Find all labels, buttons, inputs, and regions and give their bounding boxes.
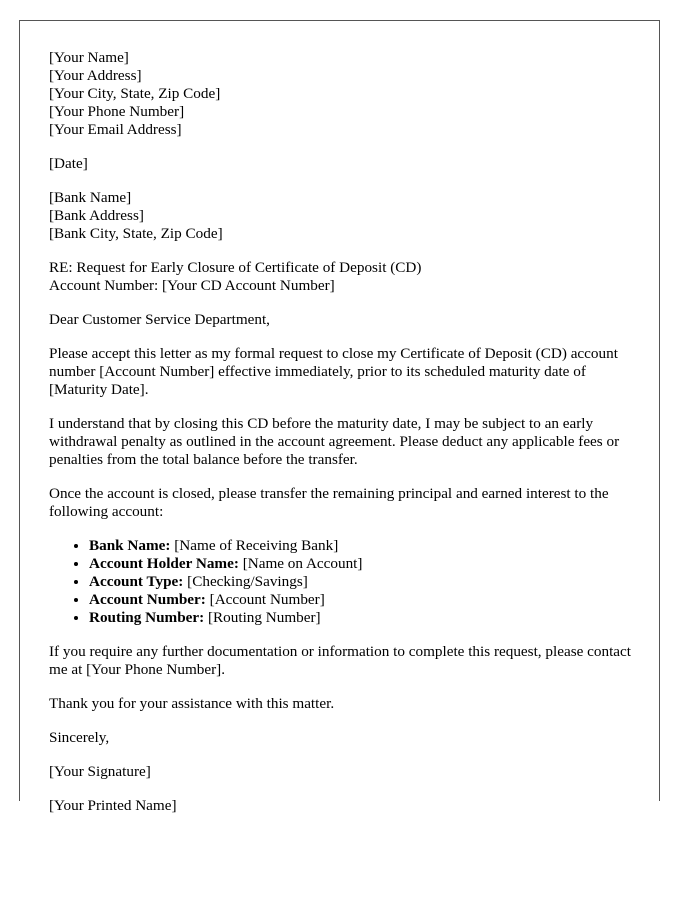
sender-email: [Your Email Address] (49, 121, 182, 138)
field-label: Routing Number: (89, 609, 205, 626)
recipient-bank-address: [Bank Address] (49, 207, 144, 224)
sender-address: [Your Address] (49, 67, 142, 84)
list-item-account-number (89, 591, 639, 609)
subject-account-line: Account Number: [Your CD Account Number] (49, 277, 335, 294)
list-item-bank-name (89, 537, 639, 555)
subject-block (49, 259, 639, 295)
date-block (49, 155, 639, 173)
field-label: Account Type: (89, 573, 184, 590)
recipient-bank-name: [Bank Name] (49, 189, 132, 206)
paragraph-penalty: I understand that by closing this CD before the maturity date, I may be subject to an early withdrawal penalty as outlined in the account agreement. Please deduct any applicable fees or penalties from the total balance before the transfer. (49, 415, 620, 468)
sender-city-state-zip: [Your City, State, Zip Code] (49, 85, 221, 102)
paragraph-request: Please accept this letter as my formal request to close my Certificate of Deposit (CD) account number [Account Number] effective immediately, prior to its scheduled maturity date of [Maturity Date]. (49, 345, 618, 398)
field-value: [Name on Account] (238, 555, 363, 572)
field-label: Account Holder Name: (89, 555, 239, 572)
paragraph-transfer: Once the account is closed, please transfer the remaining principal and earned interest to the following account: (49, 485, 609, 520)
field-value: [Routing Number] (204, 609, 321, 626)
field-label: Bank Name: (89, 537, 171, 554)
paragraph-documentation: If you require any further documentation or information to complete this request, please contact me at [Your Phone Number]. (49, 643, 631, 678)
paragraph-thanks: Thank you for your assistance with this matter. (49, 695, 335, 712)
closing-sign-off: Sincerely, (49, 729, 110, 746)
list-item-routing-number (89, 609, 639, 627)
recipient-bank-city-state-zip: [Bank City, State, Zip Code] (49, 225, 223, 242)
recipient-block (49, 189, 639, 243)
field-value: [Name of Receiving Bank] (170, 537, 339, 554)
field-value: [Checking/Savings] (183, 573, 308, 590)
list-item-account-type (89, 573, 639, 591)
sender-block (49, 49, 639, 139)
field-value: [Account Number] (205, 591, 325, 608)
sender-phone: [Your Phone Number] (49, 103, 185, 120)
subject-re-line: RE: Request for Early Closure of Certificate of Deposit (CD) (49, 259, 422, 276)
closing-printed-name: [Your Printed Name] (49, 797, 177, 814)
letter-content (49, 49, 639, 831)
letter-date: [Date] (49, 155, 88, 172)
list-item-account-holder (89, 555, 639, 573)
sender-name: [Your Name] (49, 49, 129, 66)
account-details-list (49, 537, 639, 627)
field-label: Account Number: (89, 591, 206, 608)
letter-page (19, 20, 660, 814)
closing-signature: [Your Signature] (49, 763, 151, 780)
salutation: Dear Customer Service Department, (49, 311, 270, 328)
